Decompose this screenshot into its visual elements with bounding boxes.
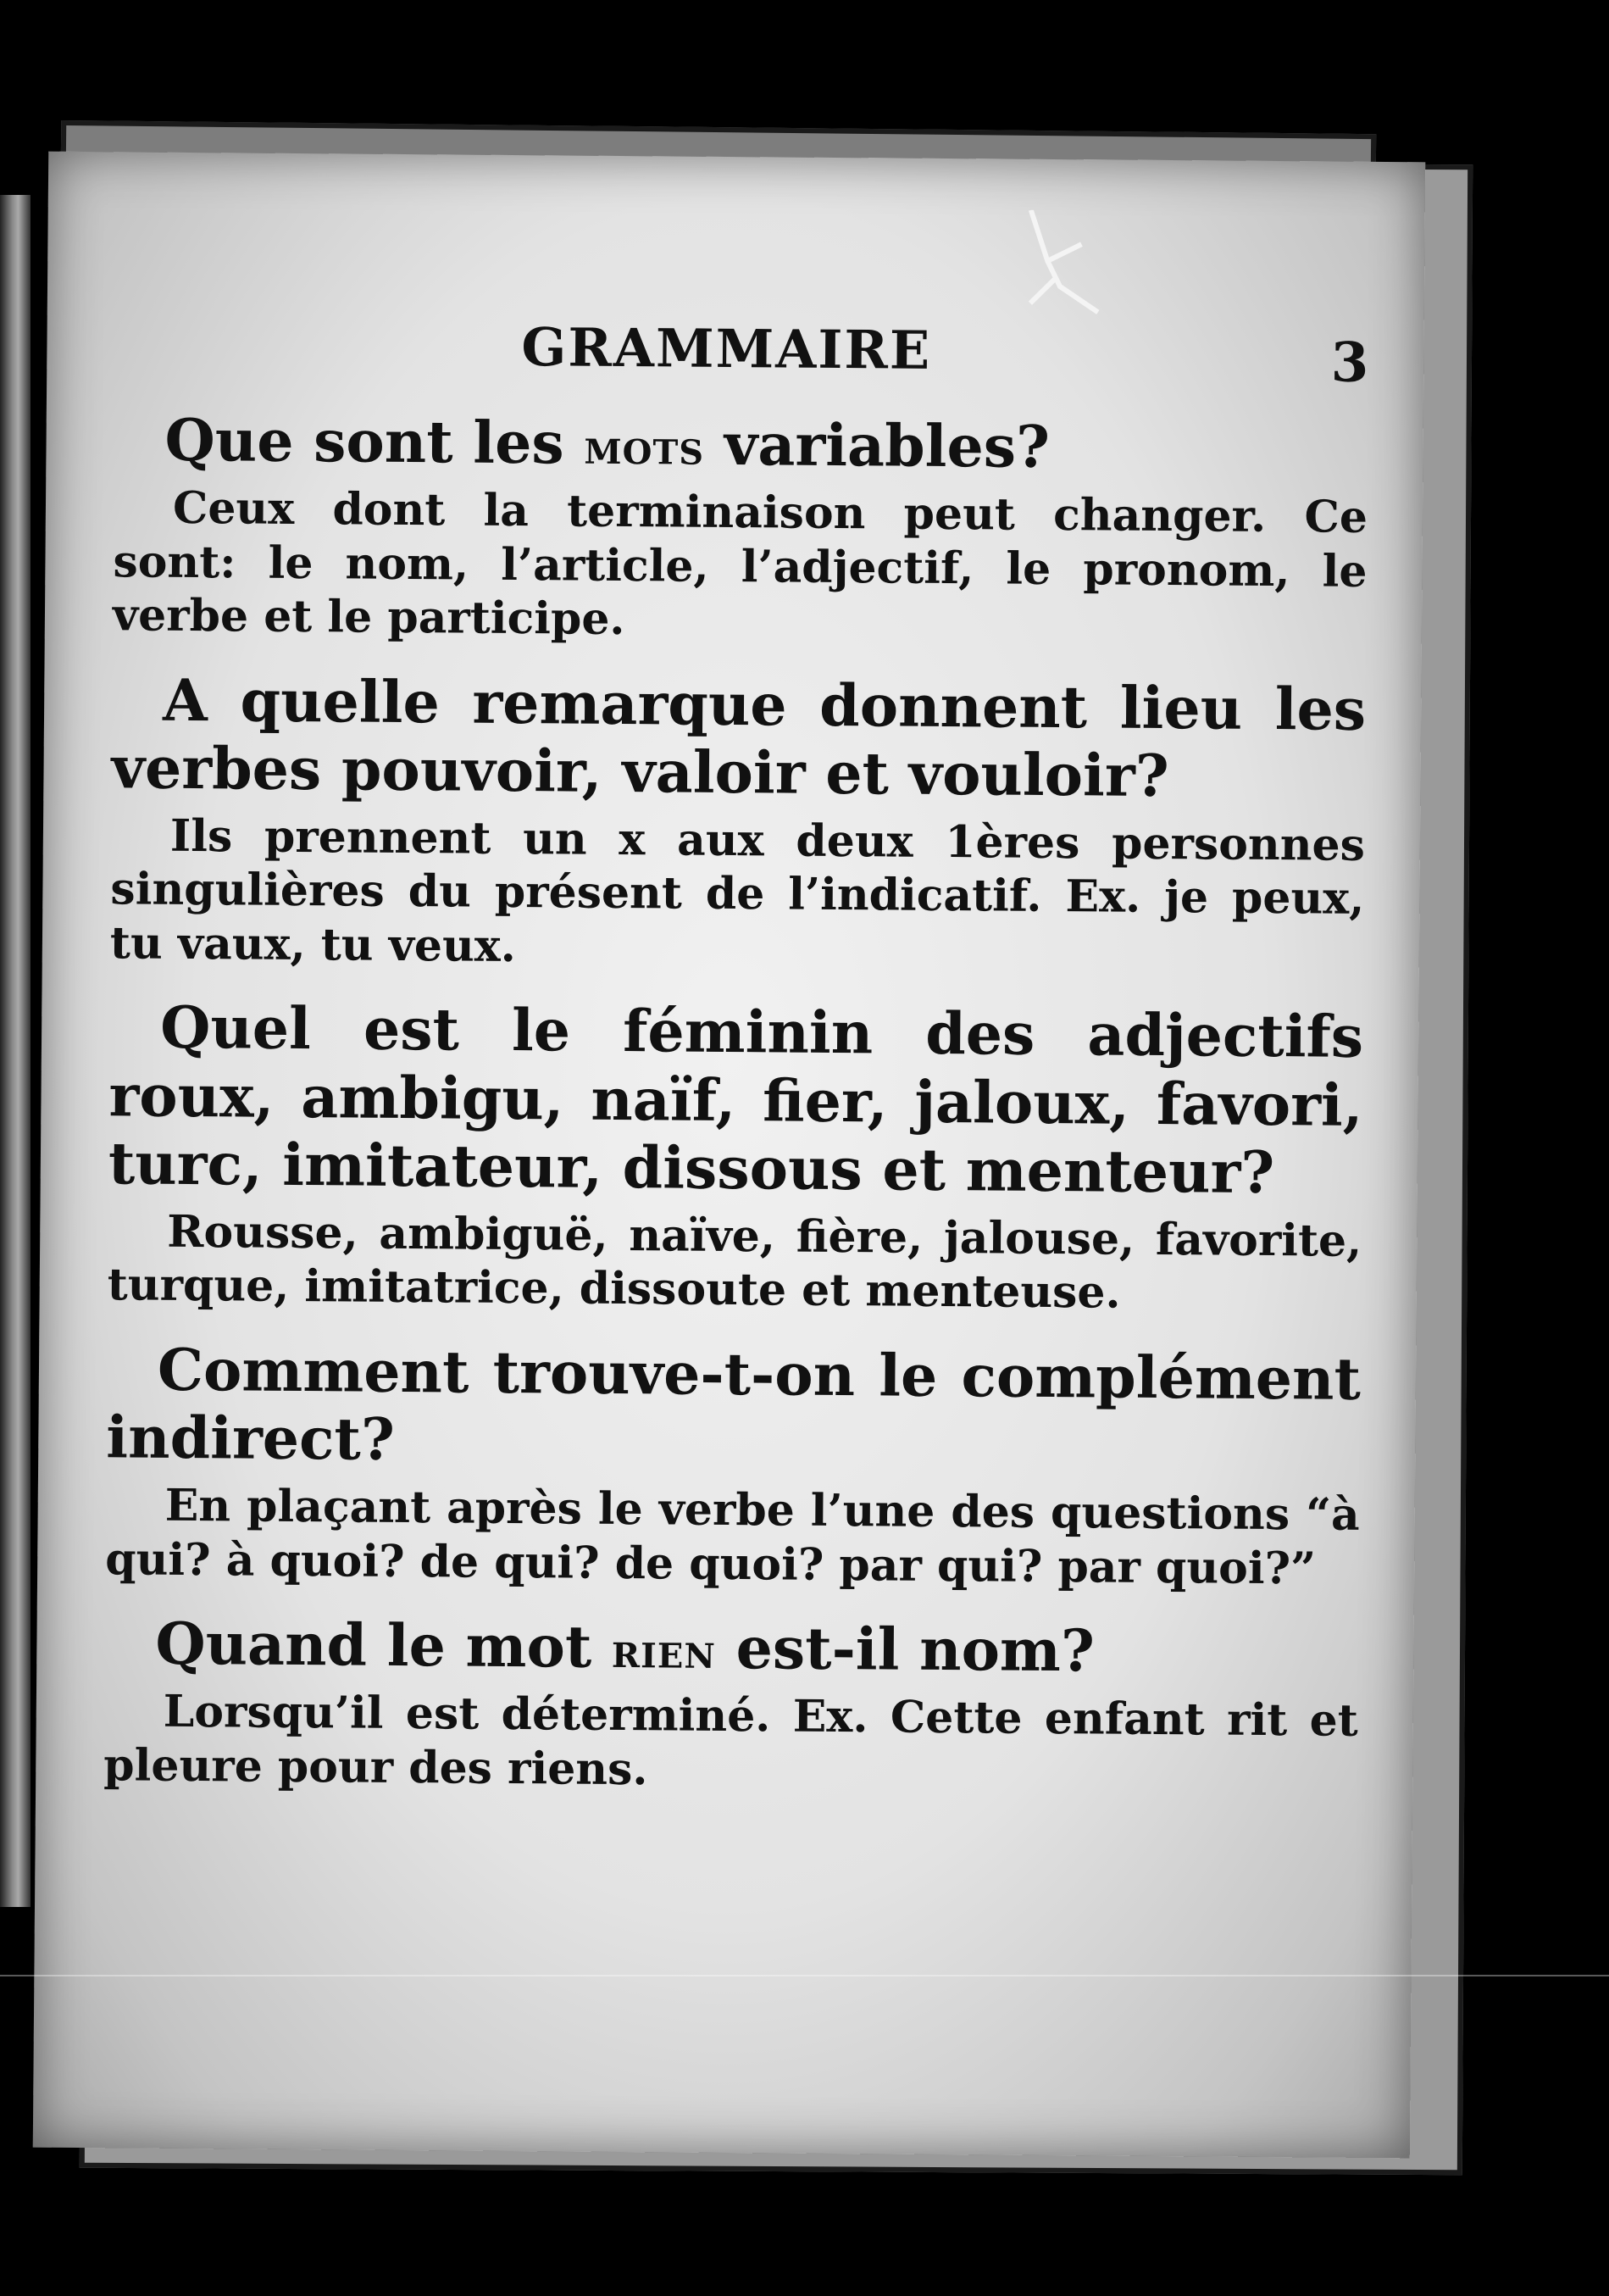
question (108, 994, 1364, 1208)
qa-item (105, 1336, 1361, 1596)
printed-page (33, 152, 1425, 2159)
qa-item (110, 666, 1367, 980)
answer: Ceux dont la terminaison peut changer. Ce sont: le nom, l’article, l’adjectif, le pronom, le verbe et le participe. (112, 482, 1368, 646)
question-text: A quelle remarque donnent lieu les verbes pouvoir, valoir et vouloir? (111, 666, 1367, 810)
question-text: Quel est le féminin des adjectifs roux, ambigu, naïf, fier, jaloux, favori, turc, imitateur, dissous et menteur? (108, 994, 1364, 1207)
question-smallcaps: mots (584, 417, 705, 476)
answer: Rousse, ambiguë, naïve, fière, jalouse, favorite, turque, imitatrice, dissoute et menteuse. (107, 1205, 1362, 1320)
scan-artifact-line (0, 1975, 1609, 1976)
qa-item (108, 994, 1364, 1322)
page-header (47, 313, 1424, 417)
question-text: Que sont les (164, 406, 585, 478)
question (114, 406, 1368, 484)
answer: Ils prennent un x aux deux 1ères personnes singulières du présent de l’indicatif. Ex. je peux, tu vaux, tu veux. (109, 809, 1366, 972)
qa-item (103, 1609, 1359, 1802)
page-number: 3 (1330, 331, 1369, 395)
question (111, 666, 1366, 812)
question-text-end: variables? (703, 410, 1051, 481)
question-text: Quand le mot (155, 1609, 613, 1682)
qa-list (103, 406, 1368, 1826)
answer: En plaçant après le verbe l’une des questions “à qui? à quoi? de qui? de quoi? par qui? par quoi?” (104, 1480, 1360, 1595)
question-text-end: est-il nom? (715, 1615, 1096, 1686)
question (106, 1336, 1361, 1482)
qa-item (113, 406, 1368, 652)
question (104, 1609, 1359, 1687)
running-title: GRAMMAIRE (521, 316, 932, 381)
answer: Lorsqu’il est déterminé. Ex. Cette enfant rit et pleure pour des riens. (103, 1686, 1359, 1796)
question-smallcaps: rien (611, 1621, 717, 1681)
adjacent-page-edge (0, 195, 31, 1907)
question-text: Comment trouve-t-on le complément indirect? (106, 1336, 1362, 1475)
